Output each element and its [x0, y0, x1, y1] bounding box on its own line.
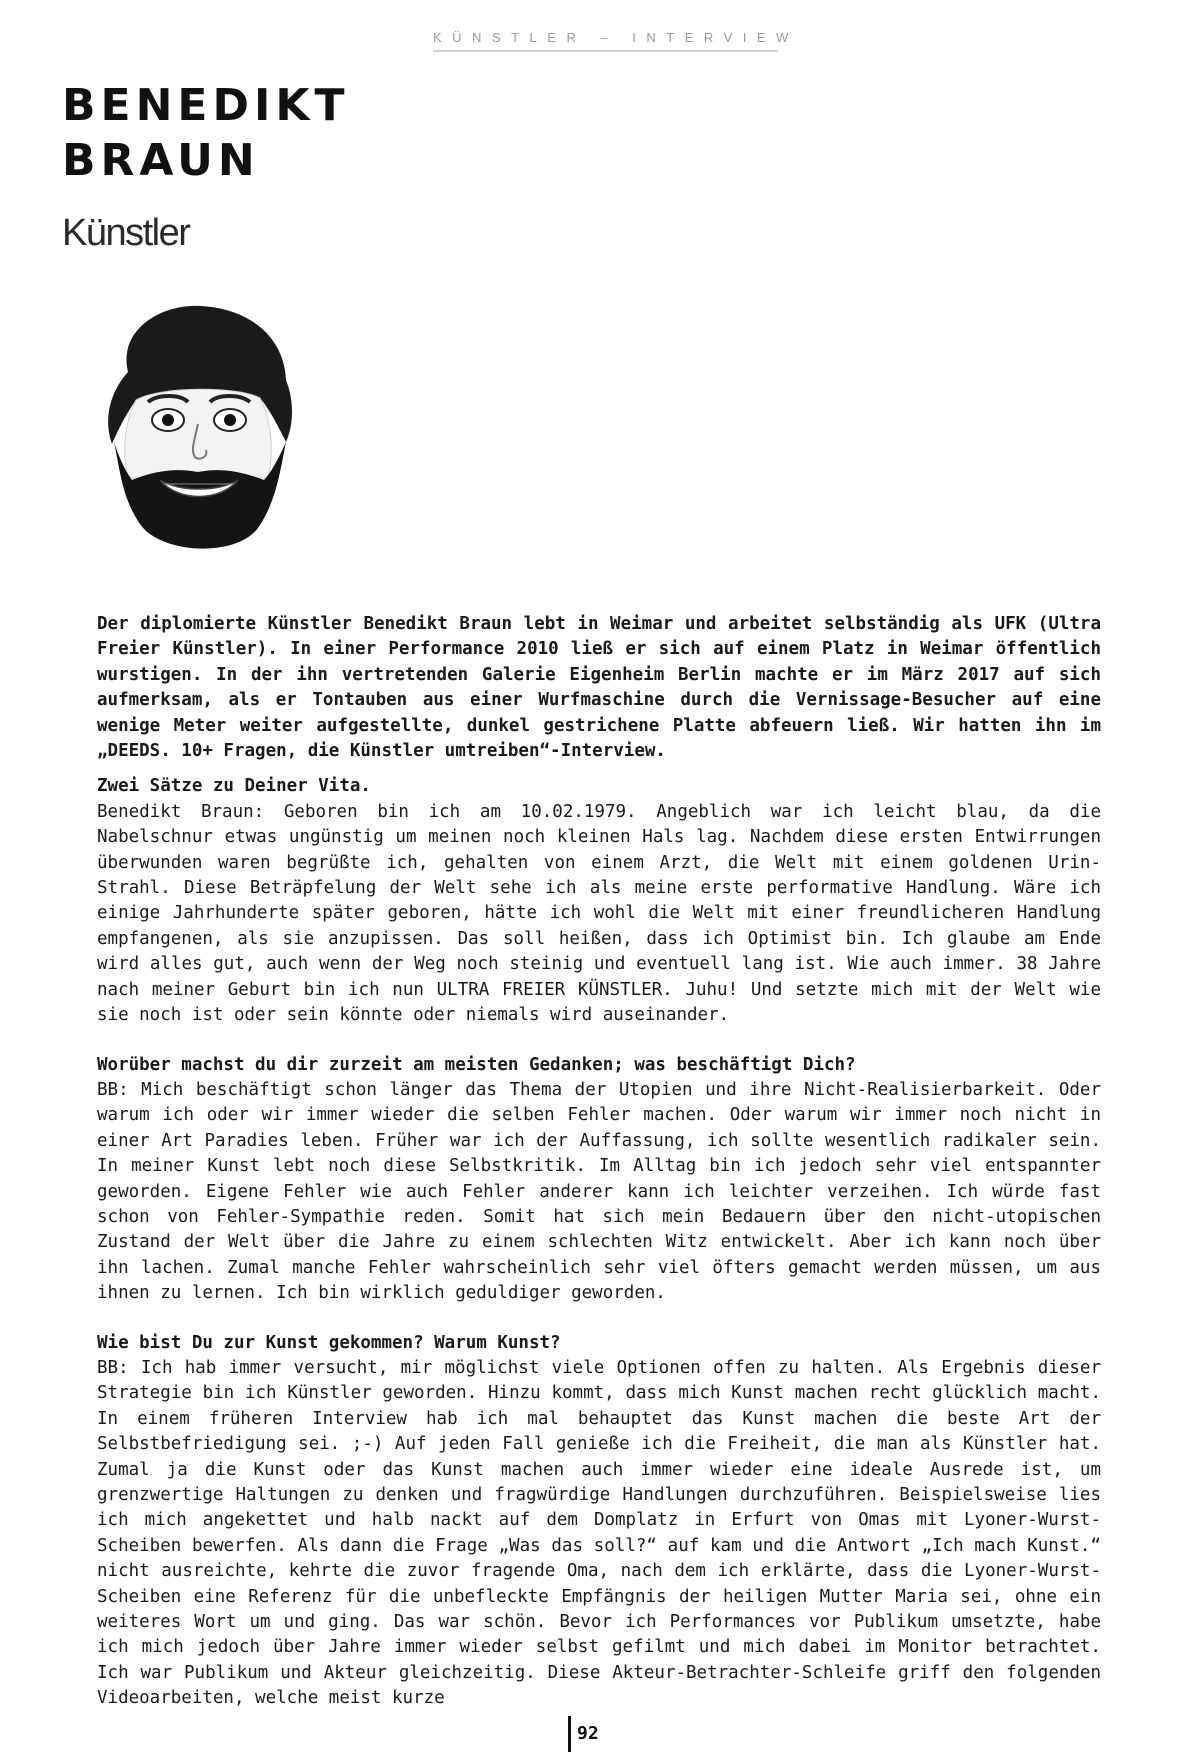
qa-block [97, 1331, 1101, 1712]
artist-role: Künstler [62, 212, 190, 254]
artist-first-name: BENEDIKT [62, 80, 350, 131]
intro-paragraph: Der diplomierte Künstler Benedikt Braun lebt in Weimar und arbeitet selbständig als UFK (Ultra Freier Künstler). In einer Performance 2010 ließ er sich auf einem Platz in Weimar öffentlich wurstigen. In der ihn vertretenden Galerie Eigenheim Berlin machte er im März 2017 auf sich aufmerksam, als er Tontauben aus einer Wurfmaschine durch die Vernissage-Besucher auf eine wenige Meter weiter aufgestellte, dunkel gestrichene Platte abfeuern ließ. Wir hatten ihn im „DEEDS. 10+ Fragen, die Künstler umtreiben“-Interview. [97, 614, 1101, 762]
question-heading: Worüber machst du dir zurzeit am meisten Gedanken; was beschäftigt Dich? [97, 1054, 856, 1075]
interview-article [97, 612, 1101, 1736]
answer-text: Benedikt Braun: Geboren bin ich am 10.02.1979. Angeblich war ich leicht blau, da die Nabelschnur etwas ungünstig um meinen noch kleinen Hals lag. Nachdem diese ersten Entwirrungen überwunden waren begrüßte ich, gehalten von einem Arzt, die Welt mit einem goldenen Urin-Strahl. Diese Beträpfelung der Welt sehe ich als meine erste performative Handlung. Wäre ich einige Jahrhunderte später geboren, hätte ich wohl die Welt mit einer freundlicheren Handlung empfangenen, als sie anzupissen. Das soll heißen, dass ich Optimist bin. Ich glaube am Ende wird alles gut, auch wenn der Weg noch steinig und eventuell lang ist. Wie auch immer. 38 Jahre nach meiner Geburt bin ich nun ULTRA FREIER KÜNSTLER. Juhu! Und setzte mich mit der Welt wie sie noch ist oder sein könnte oder niemals wird auseinander. [97, 801, 1101, 1026]
question-heading: Wie bist Du zur Kunst gekommen? Warum Kunst? [97, 1332, 561, 1353]
artist-last-name: BRAUN [62, 135, 260, 186]
section-header: KÜNSTLER – INTERVIEW [433, 30, 778, 52]
answer-text: BB: Mich beschäftigt schon länger das Thema der Utopien und ihre Nicht-Realisierbarkeit. Oder warum ich oder wir immer wieder die selben Fehler machen. Oder warum wir immer noch nicht in einer Art Paradies leben. Früher war ich der Auffassung, ich sollte wesentlich radikaler sein. In meiner Kunst lebt noch diese Selbstkritik. Im Alltag bin ich jedoch sehr viel entspannter geworden. Eigene Fehler wie auch Fehler anderer kann ich leichter verzeihen. Ich würde fast schon von Fehler-Sympathie reden. Somit hat sich mein Bedauern über den nicht-utopischen Zustand der Welt über die Jahre zu einem schlechten Witz entwickelt. Aber ich kann noch über ihn lachen. Zumal manche Fehler wahrscheinlich sehr viel öfters gemacht werden müssen, um aus ihnen zu lernen. Ich bin wirklich geduldiger geworden. [97, 1079, 1101, 1304]
qa-block [97, 774, 1101, 1028]
answer-text: BB: Ich hab immer versucht, mir möglichst viele Optionen offen zu halten. Als Ergebnis dieser Strategie bin ich Künstler geworden. Hinzu kommt, dass mich Kunst machen recht glücklich macht. In einem früheren Interview hab ich mal behauptet das Kunst machen die beste Art der Selbstbefriedigung sei. ;-) Auf jeden Fall genieße ich die Freiheit, die man als Künstler hat. Zumal ja die Kunst oder das Kunst machen auch immer wieder eine ideale Ausrede ist, um grenzwertige Haltungen zu denken und fragwürdige Handlungen durchzuführen. Beispielsweise lies ich mich angekettet und halb nackt auf dem Domplatz in Erfurt von Omas mit Lyoner-Wurst-Scheiben bewerfen. Als dann die Frage „Was das soll?“ auf kam und die Antwort „Ich mach Kunst.“ nicht ausreichte, kehrte die zuvor fragende Oma, nach dem ich erklärte, dass die Lyoner-Wurst-Scheiben eine Referenz für die unbefleckte Empfängnis der heiligen Mutter Maria sei, ohne ein weiteres Wort um und ging. Das war schön. Bevor ich Performances vor Publikum umsetzte, habe ich mich jedoch über Jahre immer wieder selbst gefilmt und mich dabei im Monitor betrachtet. Ich war Publikum und Akteur gleichzeitig. Diese Akteur-Betrachter-Schleife griff den folgenden Videoarbeiten, welche meist kurze [97, 1357, 1101, 1709]
qa-block [97, 1053, 1101, 1307]
question-heading: Zwei Sätze zu Deiner Vita. [97, 776, 371, 797]
page-number: 92 [568, 1716, 599, 1752]
artist-portrait [88, 302, 306, 564]
artist-name [62, 78, 349, 188]
